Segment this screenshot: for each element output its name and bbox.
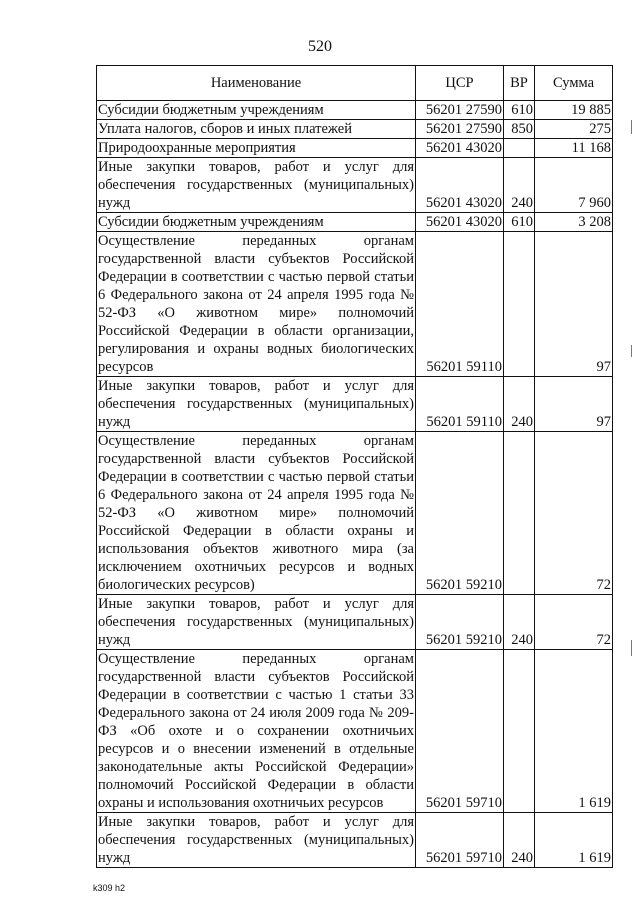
scan-margin-mark [631,345,632,357]
scan-margin-mark [631,120,632,134]
table-row [97,232,613,377]
row-name: Иные закупки товаров, работ и услуг для обеспечения государственных (муниципальных) нужд [98,159,414,211]
row-csr: 56201 43020 [416,158,504,213]
page-number: 520 [308,38,332,55]
row-csr: 56201 43020 [416,213,504,232]
row-vr [504,432,535,595]
table-row [97,595,613,650]
row-sum: 97 [535,377,613,432]
row-vr: 240 [504,813,535,868]
table-row [97,377,613,432]
row-sum: 19 885 [535,101,613,120]
table-header-row [97,66,613,101]
row-csr: 56201 59210 [416,432,504,595]
row-sum: 3 208 [535,213,613,232]
row-sum: 1 619 [535,650,613,813]
column-header-sum: Сумма [535,66,613,101]
row-csr: 56201 59710 [416,650,504,813]
row-name: Уплата налогов, сборов и иных платежей [97,120,416,139]
table-row [97,120,613,139]
row-sum: 7 960 [535,158,613,213]
scan-margin-mark [631,640,632,656]
row-name: Осуществление переданных органам государственной власти субъектов Российской Федерации в соответствии с частью первой статьи 6 Федерального закона от 24 апреля 1995 года № 52-ФЗ «О животном мире» полномочий Российской Федерации в области охраны и использования объектов животного мира (за исключением охотничьих ресурсов и водных биологических ресурсов) [98,433,414,593]
row-vr: 610 [504,101,535,120]
column-header-csr: ЦСР [416,66,504,101]
row-name: Природоохранные мероприятия [97,139,416,158]
row-csr: 56201 59710 [416,813,504,868]
row-vr [504,650,535,813]
row-name: Осуществление переданных органам государственной власти субъектов Российской Федерации в соответствии с частью первой статьи 6 Федерального закона от 24 апреля 1995 года № 52-ФЗ «О животном мире» полномочий Российской Федерации в области организации, регулирования и охраны водных биологических ресурсов [98,233,414,375]
table-row [97,650,613,813]
row-name: Субсидии бюджетным учреждениям [97,213,416,232]
row-csr: 56201 59210 [416,595,504,650]
row-name: Иные закупки товаров, работ и услуг для обеспечения государственных (муниципальных) нужд [98,596,414,648]
row-csr: 56201 59110 [416,377,504,432]
row-csr: 56201 27590 [416,120,504,139]
row-sum: 11 168 [535,139,613,158]
row-vr: 240 [504,158,535,213]
column-header-name: Наименование [97,66,416,101]
row-sum: 1 619 [535,813,613,868]
row-vr: 610 [504,213,535,232]
footer-code: k309 h2 [93,883,126,893]
row-csr: 56201 43020 [416,139,504,158]
table-row [97,432,613,595]
row-sum: 72 [535,432,613,595]
row-vr: 240 [504,377,535,432]
row-sum: 275 [535,120,613,139]
row-name: Субсидии бюджетным учреждениям [97,101,416,120]
row-sum: 72 [535,595,613,650]
row-name: Осуществление переданных органам государственной власти субъектов Российской Федерации в соответствии с частью 1 статьи 33 Федерального закона от 24 июля 2009 года № 209-ФЗ «Об охоте и о сохранении охотничьих ресурсов и о внесении изменений в отдельные законодательные акты Российской Федерации» полномочий Российской Федерации в области охраны и использования охотничьих ресурсов [98,651,414,811]
row-csr: 56201 27590 [416,101,504,120]
budget-table [96,65,613,868]
row-name: Иные закупки товаров, работ и услуг для обеспечения государственных (муниципальных) нужд [98,378,414,430]
row-vr [504,139,535,158]
row-vr: 240 [504,595,535,650]
table-row [97,158,613,213]
row-csr: 56201 59110 [416,232,504,377]
table-row [97,101,613,120]
column-header-vr: ВР [504,66,535,101]
row-sum: 97 [535,232,613,377]
row-name: Иные закупки товаров, работ и услуг для обеспечения государственных (муниципальных) нужд [98,814,414,866]
table-row [97,213,613,232]
table-row [97,813,613,868]
row-vr [504,232,535,377]
table-row [97,139,613,158]
row-vr: 850 [504,120,535,139]
